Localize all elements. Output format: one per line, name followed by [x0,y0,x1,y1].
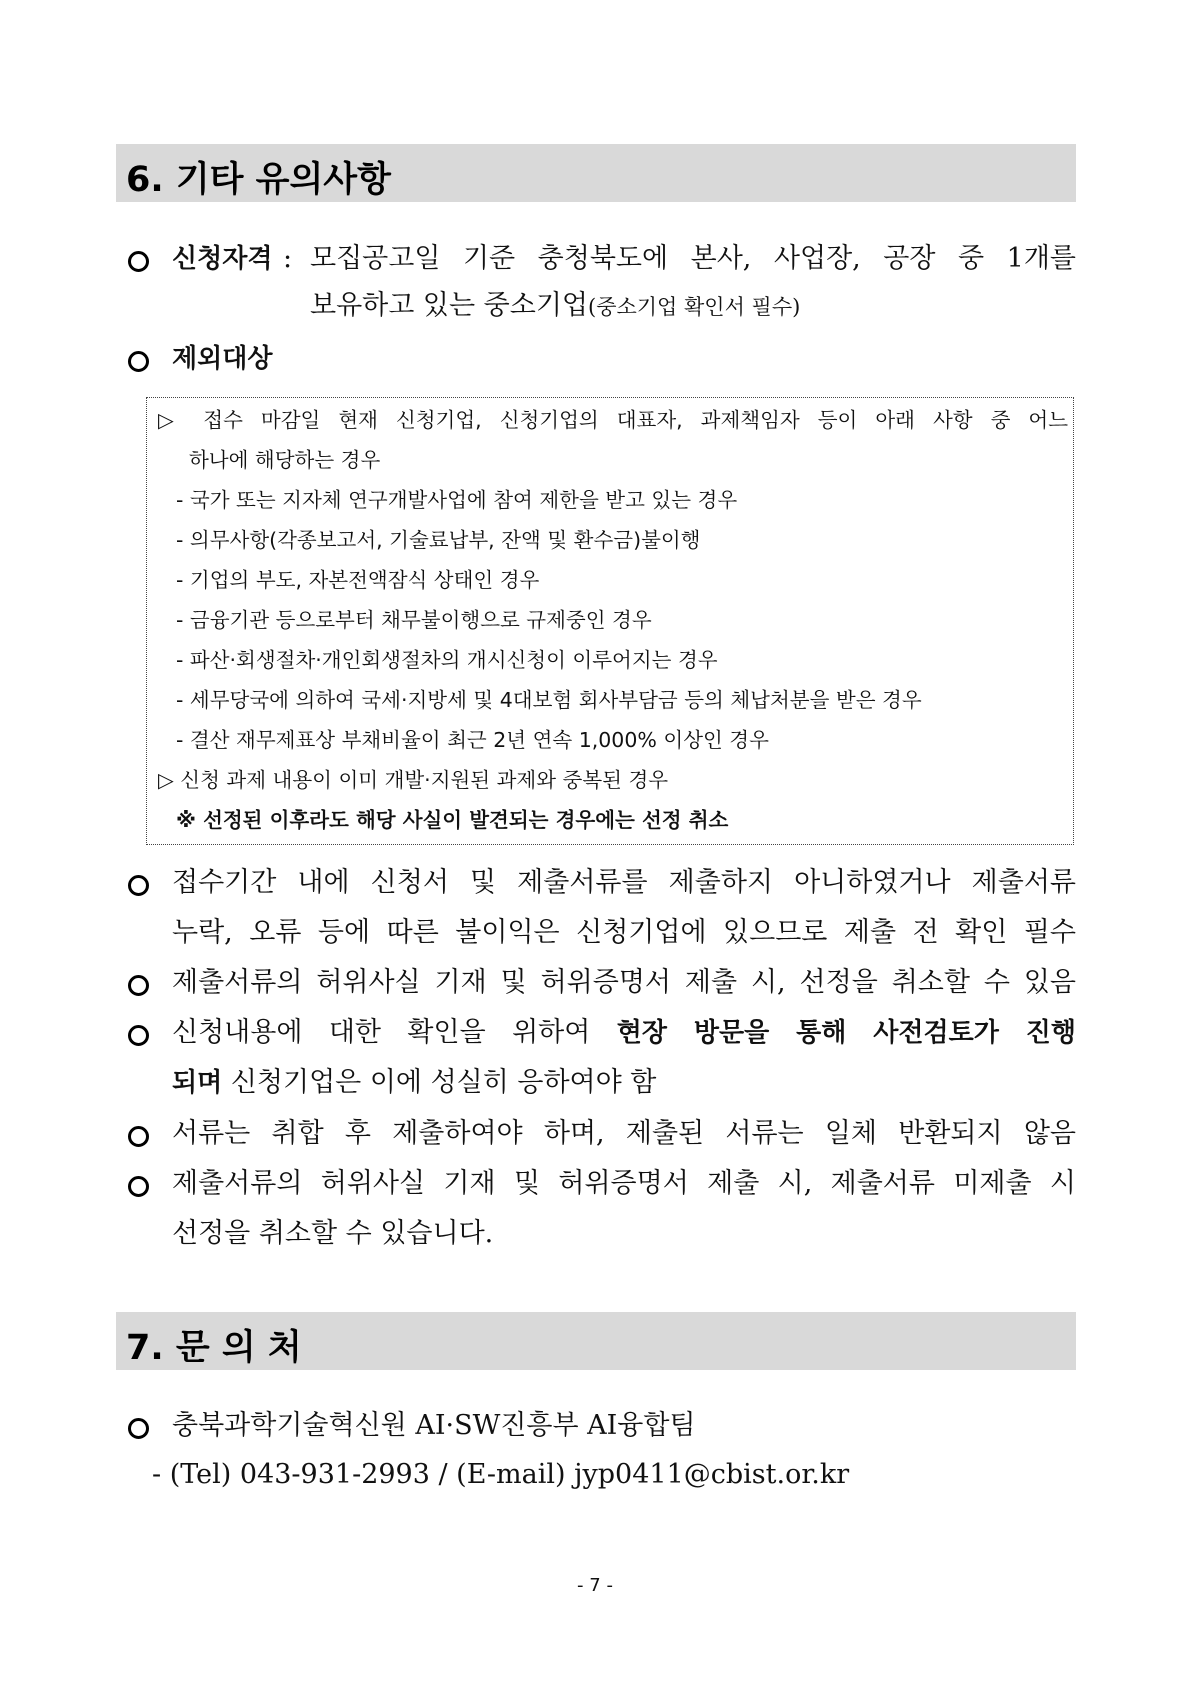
eligibility-label: 신청자격 [172,244,273,274]
exclusion-item1-line2: 하나에 해당하는 경우 [189,448,381,472]
bullet5-line1: 제출서류의 허위사실 기재 및 허위증명서 제출 시, 제출서류 미제출 시 [172,1168,1076,1199]
exclusion-subitem: - 파산·회생절차·개인회생절차의 개시신청이 이루어지는 경우 [176,648,718,672]
circle-bullet-icon [128,1126,149,1147]
section7-title: 7. 문 의 처 [126,1328,302,1368]
exclusion-subitem: - 의무사항(각종보고서, 기술료납부, 잔액 및 환수금)불이행 [176,528,701,552]
exclusion-subitem: - 결산 재무제표상 부채비율이 최근 2년 연속 1,000% 이상인 경우 [176,728,769,752]
bullet1-line1: 접수기간 내에 신청서 및 제출서류를 제출하지 아니하였거나 제출서류 [172,867,1076,898]
eligibility-text-line1: 모집공고일 기준 충청북도에 본사, 사업장, 공장 중 1개를 [310,243,1076,274]
circle-bullet-icon [128,1176,149,1197]
bullet5-line2: 선정을 취소할 수 있습니다. [172,1218,494,1249]
circle-bullet-icon [128,975,149,996]
bullet3-line1: 신청내용에 대한 확인을 위하여 현장 방문을 통해 사전검토가 진행 [172,1017,1076,1048]
circle-bullet-icon [128,351,149,372]
exclusion-subitem: - 기업의 부도, 자본전액잠식 상태인 경우 [176,568,540,592]
section6-header [116,144,1076,202]
circle-bullet-icon [128,1418,149,1439]
bullet3-line2: 되며 신청기업은 이에 성실히 응하여야 함 [172,1067,657,1098]
circle-bullet-icon [128,875,149,896]
exclusion-item2: ▷ 신청 과제 내용이 이미 개발·지원된 과제와 중복된 경우 [158,768,669,792]
bullet2: 제출서류의 허위사실 기재 및 허위증명서 제출 시, 선정을 취소할 수 있음 [172,967,1076,998]
circle-bullet-icon [128,1025,149,1046]
exclusion-subitem: - 금융기관 등으로부터 채무불이행으로 규제중인 경우 [176,608,652,632]
bullet4: 서류는 취합 후 제출하여야 하며, 제출된 서류는 일체 반환되지 않음 [172,1118,1076,1149]
page-number: - 7 - [577,1575,613,1596]
section6-title: 6. 기타 유의사항 [126,160,391,200]
exclusion-subitem: - 국가 또는 지자체 연구개발사업에 참여 제한을 받고 있는 경우 [176,488,738,512]
eligibility-text-line2: 보유하고 있는 중소기업(중소기업 확인서 필수) [310,290,801,321]
section7-header [116,1312,1076,1370]
contact-org: 충북과학기술혁신원 AI·SW진흥부 AI융합팀 [172,1410,696,1441]
exclusion-subitem: - 세무당국에 의하여 국세·지방세 및 4대보험 회사부담금 등의 체납처분을 받은 경우 [176,688,922,712]
exclusion-item1-line1: ▷ 접수 마감일 현재 신청기업, 신청기업의 대표자, 과제책임자 등이 아래 사항 중 어느 [158,408,1068,432]
circle-bullet-icon [128,251,149,272]
contact-detail: - (Tel) 043-931-2993 / (E-mail) jyp0411@cbist.or.kr [152,1459,850,1490]
eligibility-colon: : [283,243,293,274]
exclusion-note: ※ 선정된 이후라도 해당 사실이 발견되는 경우에는 선정 취소 [176,808,729,832]
bullet1-line2: 누락, 오류 등에 따른 불이익은 신청기업에 있으므로 제출 전 확인 필수 [172,917,1076,948]
exclusion-label: 제외대상 [172,344,273,374]
